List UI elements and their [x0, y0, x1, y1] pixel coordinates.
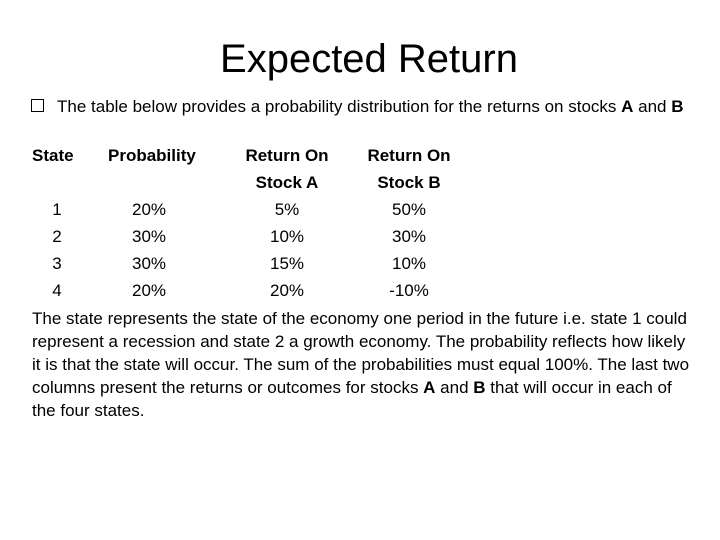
column-probability	[108, 196, 190, 304]
stock-a-label: A	[621, 97, 634, 116]
probability-cell: 30%	[131, 227, 167, 246]
probability-cell: 30%	[131, 254, 167, 273]
explanation-text: The state represents the state of the economy one period in the future i.e. state 1 could represent a recession and state 2 a growth economy. The probability reflects how likely it is that the state will occur. The sum of the probabilities must equal 100%. The last two columns present the returns or outcomes for stocks	[32, 309, 690, 397]
paragraph-and: and	[435, 378, 474, 397]
return-b-cell: 10%	[391, 254, 427, 273]
stock-b-label: B	[671, 97, 684, 116]
state-cell: 2	[52, 227, 62, 246]
slide-title: Expected Return	[220, 37, 518, 81]
return-b-cell: 30%	[391, 227, 427, 246]
explanation-paragraph	[32, 307, 694, 422]
intro-bullet-text	[31, 95, 691, 118]
return-a-cell: 5%	[274, 200, 300, 219]
header-return-b-line1: Return On	[367, 146, 451, 165]
intro-bullet	[31, 95, 691, 118]
column-state	[32, 196, 82, 304]
column-return-b	[352, 196, 466, 304]
header-return-a	[230, 142, 344, 196]
return-b-cell: -10%	[389, 281, 429, 300]
return-a-cell: 15%	[269, 254, 305, 273]
header-state: State	[32, 146, 74, 165]
return-b-cell: 50%	[391, 200, 427, 219]
header-return-b-line2: Stock B	[377, 173, 441, 192]
header-return-b	[352, 142, 466, 196]
header-return-a-line2: Stock A	[255, 173, 319, 192]
header-probability: Probability	[108, 146, 196, 165]
intro-text: The table below provides a probability distribution for the returns on stocks	[57, 97, 622, 116]
explanation-text-end: that will occur in each of the four states.	[32, 378, 672, 420]
state-cell: 4	[52, 281, 62, 300]
header-return-a-line1: Return On	[245, 146, 329, 165]
hollow-square-bullet-icon	[31, 99, 44, 112]
probability-cell: 20%	[131, 281, 167, 300]
return-a-cell: 20%	[269, 281, 305, 300]
paragraph-stock-b: B	[473, 378, 486, 397]
intro-and: and	[633, 97, 672, 116]
return-a-cell: 10%	[269, 227, 305, 246]
paragraph-stock-a: A	[423, 378, 436, 397]
probability-cell: 20%	[131, 200, 167, 219]
state-cell: 3	[52, 254, 62, 273]
state-cell: 1	[52, 200, 62, 219]
column-return-a	[230, 196, 344, 304]
